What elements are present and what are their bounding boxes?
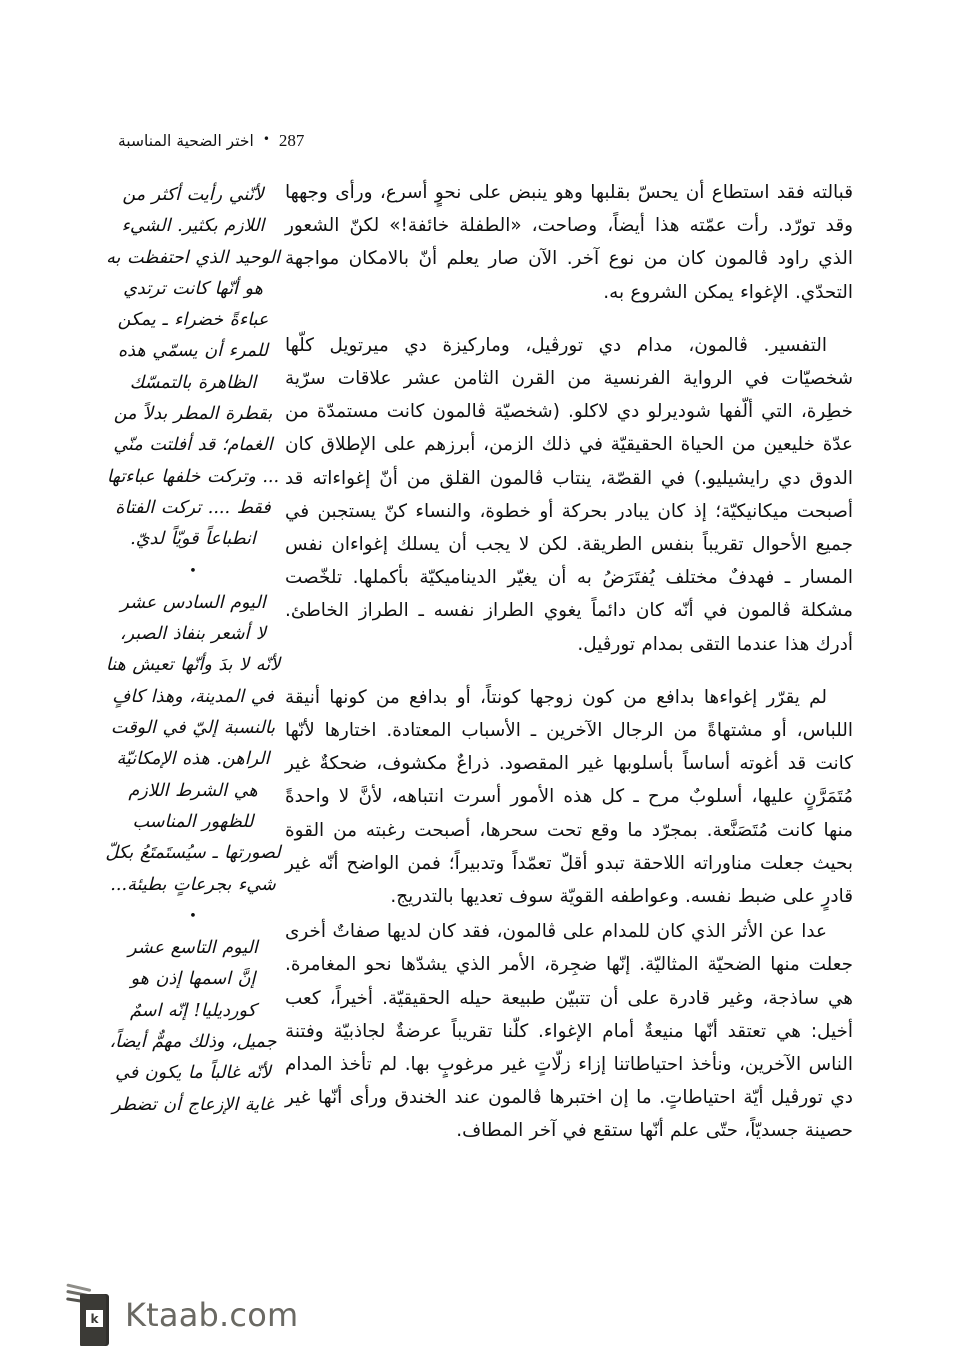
body-paragraph: قبالته فقد استطاع أن يحسّ بقلبها وهو ينبض على نحوٍ أسرع، ورأى وجهها وقد تورّد. رأت عمّته هذا أيضاً، وصاحت، «الطفلة خائفة!» لكنّ الشعور الذي راود ڤالمون كان من نوع آخر. الآن صار يعلم أنّ بالامكان مواجهة التحدّي. الإغواء يمكن الشروع به.: [285, 182, 853, 303]
page-number: 287: [278, 131, 305, 150]
side-quote-bullet-separator: [105, 556, 281, 588]
watermark-brand-text: Ktaab.com: [125, 1296, 299, 1334]
bullet-icon: •: [189, 563, 197, 579]
side-quote-bullet-separator: [105, 901, 281, 933]
body-paragraph: عدا عن الأثر الذي كان للمدام على ڤالمون، فقد كان لديها صفاتٌ أخرى جعلت منها الضحيّة المثاليّة. إنّها ضجِرة، الأمر الذي يشدّها نحو المغامرة. هي ساذجة، وغير قادرة على أن تتبيّن طبيعة حيله الحقيقيّة. أخيراً، كعب أخيل: هي تعتقد أنّها منيعةٌ أمام الإغواء. كلّنا تقريباً عرضةٌ لجاذبيّة وفتنة الناس الآخرين، ونأخذ احتياطاتنا إزاء زلّاتٍ غير مرغوبٍ بها. لم تأخذ المدام دي تورڤيل أيّة احتياطاتٍ. ما إن اختبرها ڤالمون عند الخندق ورأى أنّها غير حصينة جسديّاً، حتّى علم أنّها ستقع في آخر المطاف.: [285, 921, 853, 1142]
bullet-icon: •: [189, 908, 197, 924]
side-quote-block: إنَّ اسمها إذن هو كورديليا! إنّه اسمٌ جميل، وذلك مهمٌّ أيضاً، لأنّه غالباً ما يكون في غاية الإزعاج أن تضطر: [109, 969, 277, 1115]
body-paragraph-explanation: التفسير. ڤالمون، مدام دي تورڤيل، وماركيزة دي ميرتويل كلّها شخصيّات في الرواية الفرنسية من القرن الثامن عشر علاقات سرّية خطِرة، التي ألّفها شوديرلو دي لاكلو. (شخصيّة ڤالمون كانت مستمدّة من عدّة خليعين من الحياة الحقيقيّة في ذلك الزمن، أبرزهم على الإطلاق كان الدوق دي رايشيليو.) في القصّة، ينتاب ڤالمون القلق من أنّ إغواءاته قد أصبحت ميكانيكيّة؛ إذ كان يبادر بحركة أو خطوة، والنساء كنّ يستجبن في جميع الأحوال تقريباً بنفس الطريقة. لكن لا يجب أن يسلك إغواءان نفس المسار ـ فهدفٌ مختلف يُفتَرَضُ به أن يغيّر الديناميكيّة بأكملها. تلخّصت مشكلة ڤالمون في أنّه كان دائماً يغوي الطراز نفسه ـ الطراز الخاطئ. أدرك هذا عندما التقى بمدام تورڤيل.: [285, 334, 853, 655]
side-quote-block: لا أشعر بنفاذ الصبر، لأنّه لا بدَ وأنّها تعيش هنا في المدينة، وهذا كافٍ بالنسبة إليّ في الوقت الراهن. هذه الإمكانيّة هي الشرط اللازم للظهور المناسب لصورتها ـ سيُستَمتَعُ بكلّ شيء بجرعاتٍ بطيئة...: [105, 624, 281, 895]
page-body-columns: [105, 176, 853, 1261]
body-paragraph: لم يقرّر إغواءها بدافع من كون زوجها كونتاً، أو بدافع من كونها أنيقة اللباس، أو مشتهاةً من الرجال الآخرين ـ الأسباب المعتادة. اختارها لأنّها كانت قد أغوته أساساً بأسلوبها غير المقصود. ذراعٌ مكشوف، ضحكةٌ غير مُتَمَرَّنٍ عليها، أسلوبٌ مرح ـ كل هذه الأمور أسرت انتباهه، لأنَّ لا واحدةً منها كانت مُتَصَنَّعة. بمجرّد ما وقع تحت سحرها، أصبحت رغبته من القوة بحيث جعلت مناوراته اللاحقة تبدو أقلّ تعمّداً وتدبيراً؛ فمن الواضح أنّه غير قادرٍ على ضبط نفسه. وعواطفه القويّة سوف تعديها بالتدريج.: [285, 686, 853, 908]
book-logo-icon: [66, 1284, 112, 1346]
ktaab-watermark[interactable]: [66, 1280, 298, 1350]
logo-letter: k: [86, 1310, 103, 1327]
side-quote-block: لأنّني رأيت أكثر من اللازم بكثير. الشيء الوحيد الذي احتفظت به هو أنّها كانت ترتدي عباءةً خضراء ـ يمكن للمرء أن يسمّي هذه الظاهرة بالتمسّك بقطرة المطر بدلاً من الغمام؛ قد أفلتت منّي ... وتركت خلفها عباءتها فقط .... تركت الفتاة انطباعاً قويّاً لديّ.: [106, 185, 280, 550]
side-quote-column: [105, 180, 281, 1121]
main-text-column: [285, 176, 853, 1150]
running-head-chapter-title: اختر الضحية المناسبة: [118, 132, 254, 150]
side-quote-heading: اليوم التاسع عشر: [128, 938, 258, 959]
running-head-separator-dot: •: [262, 132, 270, 146]
side-quote-heading: اليوم السادس عشر: [120, 592, 266, 613]
running-head: [118, 131, 538, 157]
